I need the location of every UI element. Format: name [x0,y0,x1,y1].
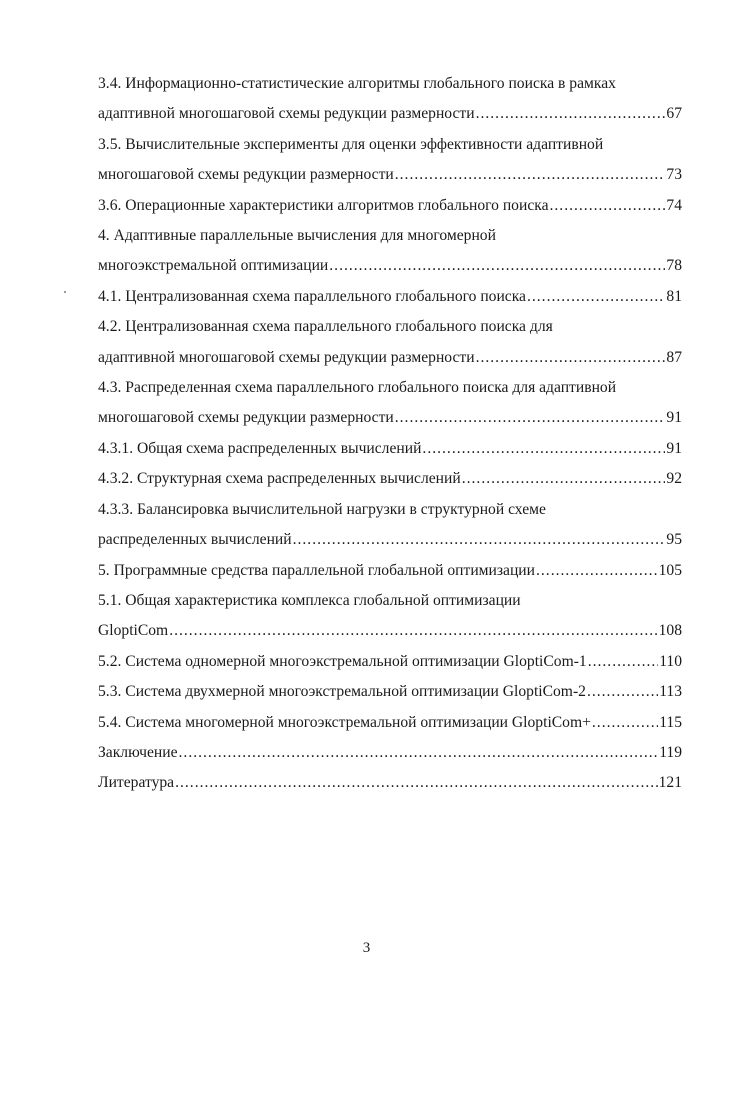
toc-entry-title: распределенных вычислений [98,531,292,549]
scan-speck [64,291,66,293]
toc-entry-4-3-3[interactable] [98,495,682,556]
toc-entry-heading: 3.5. Вычислительные эксперименты для оценки эффективности адаптивной [98,135,604,153]
toc-leader-dots [395,403,666,433]
toc-entry-4-3-1[interactable] [98,434,682,464]
toc-page-number: 91 [666,409,682,427]
toc-leader-dots [587,677,658,707]
toc-entry-title: 5.4. Система многомерной многоэкстремальной оптимизации GloptiCom+ [98,713,591,731]
toc-leader-dots [329,251,665,281]
toc-entry-line [98,251,682,281]
toc-page-number: 95 [666,531,682,549]
toc-entry-heading: 4.2. Централизованная схема параллельного глобального поиска для [98,318,553,336]
toc-entry-line [98,525,682,555]
toc-entry-3-4[interactable] [98,69,682,130]
toc-entry-5-3[interactable] [98,677,682,707]
toc-entry-4[interactable] [98,221,682,282]
toc-entry-3-5[interactable] [98,130,682,191]
toc-entry-line [98,282,682,312]
toc-entry-title: адаптивной многошаговой схемы редукции размерности [98,105,475,123]
toc-entry-title: 4.3.1. Общая схема распределенных вычислений [98,439,422,457]
toc-page-number: 110 [659,652,682,670]
toc-page-number: 115 [659,713,682,731]
toc-leader-dots [476,99,666,129]
toc-entry-title: 4.1. Централизованная схема параллельного глобального поиска [98,287,526,305]
toc-entry-heading: 3.4. Информационно-статистические алгоритмы глобального поиска в рамках [98,75,616,92]
toc-page-number: 105 [658,561,682,579]
toc-entry-title: Заключение [98,743,178,761]
toc-leader-dots [592,708,658,738]
toc-entry-5[interactable] [98,556,682,586]
toc-page-number: 119 [659,743,682,761]
toc-entry-heading: 4.3. Распределенная схема параллельного глобального поиска для адаптивной [98,379,617,397]
toc-entry-title: многошаговой схемы редукции размерности [98,166,394,184]
toc-entry-line [98,677,682,707]
toc-page-number: 121 [658,774,682,792]
toc-leader-dots [476,343,666,373]
toc-leader-dots [395,160,666,190]
toc-entry-line [98,768,682,798]
toc-entry-5-4[interactable] [98,708,682,738]
toc-page-number: 73 [666,166,682,184]
toc-leader-dots [550,191,666,221]
toc-entry-4-3-2[interactable] [98,464,682,494]
table-of-contents [98,69,682,799]
toc-entry-title: GloptiCom [98,622,169,640]
toc-page-number: 113 [659,683,682,701]
toc-entry-line [98,403,682,433]
toc-entry-title: 5. Программные средства параллельной глобальной оптимизации [98,561,535,579]
toc-page-number: 87 [666,348,682,366]
toc-entry-references[interactable] [98,768,682,798]
toc-entry-line [98,738,682,768]
toc-leader-dots [422,434,665,464]
toc-page-number: 91 [666,439,682,457]
toc-entry-title: многошаговой схемы редукции размерности [98,409,394,427]
toc-entry-line [98,191,682,221]
page-number: 3 [362,940,371,956]
toc-entry-heading: 5.1. Общая характеристика комплекса глобальной оптимизации [98,591,521,609]
toc-entry-line [98,464,682,494]
toc-entry-title: 3.6. Операционные характеристики алгоритмов глобального поиска [98,196,549,214]
toc-leader-dots [293,525,666,555]
toc-entry-line [98,160,682,190]
toc-page-number: 74 [666,196,682,214]
toc-leader-dots [536,556,658,586]
toc-entry-line [98,556,682,586]
toc-page-number: 108 [658,622,682,640]
toc-entry-heading: 4.3.3. Балансировка вычислительной нагрузки в структурной схеме [98,500,546,518]
toc-entry-title: адаптивной многошаговой схемы редукции размерности [98,348,475,366]
toc-leader-dots [175,768,658,798]
toc-entry-3-6[interactable] [98,191,682,221]
toc-entry-conclusion[interactable] [98,738,682,768]
toc-entry-title: многоэкстремальной оптимизации [98,257,329,275]
toc-leader-dots [588,647,658,677]
toc-leader-dots [179,738,659,768]
toc-entry-line [98,708,682,738]
toc-entry-line [98,647,682,677]
toc-entry-4-1[interactable] [98,282,682,312]
toc-entry-title: 4.3.2. Структурная схема распределенных вычислений [98,470,461,488]
toc-entry-5-2[interactable] [98,647,682,677]
toc-leader-dots [527,282,665,312]
toc-entry-line [98,99,682,129]
toc-entry-title: 5.3. Система двухмерной многоэкстремальной оптимизации GloptiCom-2 [98,683,586,701]
toc-page-number: 81 [666,287,682,305]
toc-leader-dots [462,464,666,494]
toc-entry-line [98,616,682,646]
toc-entry-5-1[interactable] [98,586,682,647]
toc-entry-4-3[interactable] [98,373,682,434]
toc-leader-dots [169,616,657,646]
toc-entry-title: 5.2. Система одномерной многоэкстремальной оптимизации GloptiCom-1 [98,652,587,670]
toc-page-number: 78 [666,257,682,275]
toc-entry-heading: 4. Адаптивные параллельные вычисления для многомерной [98,227,496,245]
toc-page-number: 67 [666,105,682,123]
toc-page-number: 92 [666,470,682,488]
toc-entry-line [98,343,682,373]
toc-entry-4-2[interactable] [98,312,682,373]
toc-entry-title: Литература [98,774,175,792]
toc-entry-line [98,434,682,464]
